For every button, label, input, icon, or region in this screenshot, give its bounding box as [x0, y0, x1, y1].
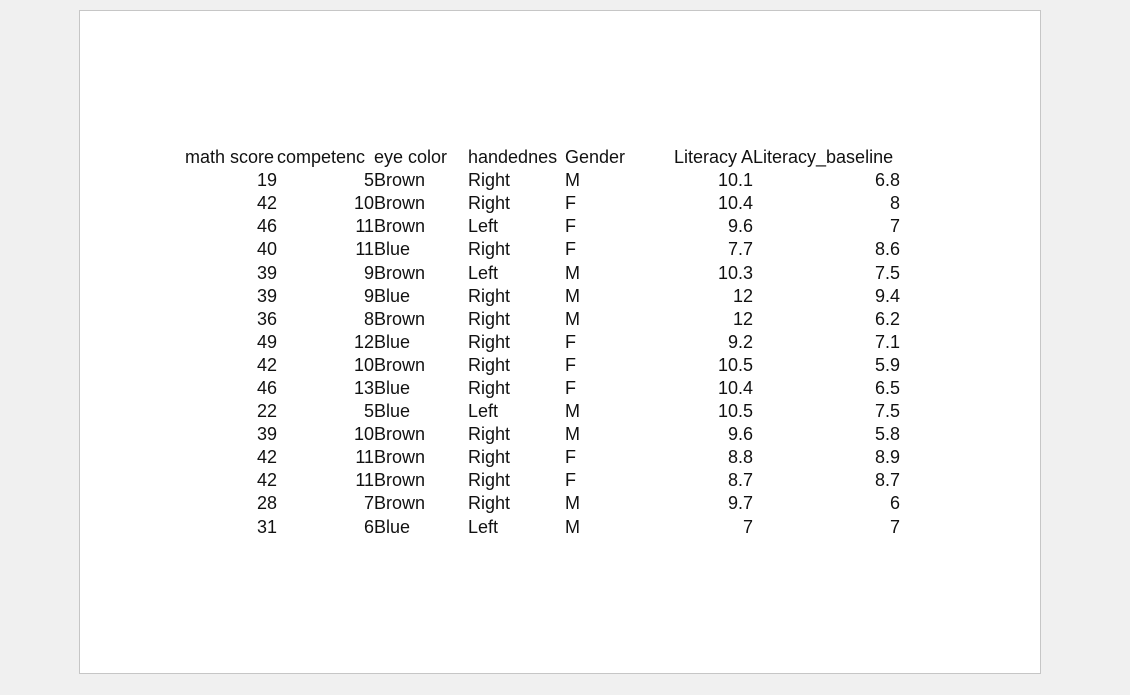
literacy-a-cell: 7 [742, 516, 753, 537]
math-score-cell: 19 [256, 170, 277, 191]
gender-cell: M [565, 285, 580, 306]
eye-color-cell: Blue [374, 516, 411, 537]
competence-cell: 9 [363, 285, 374, 306]
eye-color-cell: Brown [374, 493, 426, 514]
table-row [185, 446, 900, 469]
table-row [185, 215, 900, 238]
handedness-cell: Right [468, 285, 511, 306]
math-score-cell: 42 [256, 470, 277, 491]
math-score-cell: 42 [256, 354, 277, 375]
handedness-cell: Right [468, 424, 511, 445]
math-score-cell: 40 [256, 239, 277, 260]
competence-cell: 12 [353, 331, 374, 352]
table-body [185, 169, 900, 539]
literacy-a-cell: 10.5 [717, 401, 753, 422]
table-row [185, 469, 900, 492]
table-row [185, 516, 900, 539]
gender-cell: M [565, 493, 580, 514]
math-score-cell: 39 [256, 262, 277, 283]
competence-cell: 10 [353, 354, 374, 375]
handedness-cell: Left [468, 262, 499, 283]
literacy-baseline-cell: 7 [889, 516, 900, 537]
header-handedness: handednes [468, 147, 558, 168]
handedness-cell: Right [468, 447, 511, 468]
table-row [185, 400, 900, 423]
competence-cell: 10 [353, 424, 374, 445]
literacy-a-cell: 10.1 [717, 170, 753, 191]
competence-cell: 13 [353, 377, 374, 398]
table-row [185, 285, 900, 308]
competence-cell: 9 [363, 262, 374, 283]
competence-cell: 10 [353, 193, 374, 214]
handedness-cell: Right [468, 354, 511, 375]
eye-color-cell: Brown [374, 308, 426, 329]
gender-cell: F [565, 377, 576, 398]
competence-cell: 11 [355, 239, 374, 260]
literacy-baseline-cell: 6 [889, 493, 900, 514]
math-score-cell: 39 [256, 285, 277, 306]
literacy-a-cell: 10.4 [717, 377, 753, 398]
literacy-baseline-cell: 7.5 [874, 262, 900, 283]
literacy-baseline-cell: 8.7 [874, 470, 900, 491]
gender-cell: M [565, 516, 580, 537]
eye-color-cell: Brown [374, 470, 426, 491]
header-row [185, 146, 900, 169]
literacy-baseline-cell: 5.9 [874, 354, 900, 375]
literacy-a-cell: 12 [732, 308, 753, 329]
math-score-cell: 42 [256, 193, 277, 214]
literacy-a-cell: 12 [732, 285, 753, 306]
eye-color-cell: Blue [374, 401, 411, 422]
math-score-cell: 31 [256, 516, 277, 537]
eye-color-cell: Brown [374, 170, 426, 191]
header-eye-color: eye color [374, 147, 448, 168]
eye-color-cell: Blue [374, 331, 411, 352]
table-row [185, 377, 900, 400]
literacy-baseline-cell: 8.6 [874, 239, 900, 260]
literacy-baseline-cell: 9.4 [874, 285, 900, 306]
literacy-baseline-cell: 5.8 [874, 424, 900, 445]
handedness-cell: Right [468, 377, 511, 398]
table-row [185, 192, 900, 215]
table-row [185, 308, 900, 331]
math-score-cell: 36 [256, 308, 277, 329]
gender-cell: F [565, 470, 576, 491]
competence-cell: 6 [363, 516, 374, 537]
handedness-cell: Right [468, 239, 511, 260]
competence-cell: 5 [363, 170, 374, 191]
literacy-a-cell: 9.6 [727, 216, 753, 237]
math-score-cell: 46 [256, 216, 277, 237]
gender-cell: F [565, 193, 576, 214]
gender-cell: M [565, 262, 580, 283]
data-sheet [185, 146, 900, 539]
handedness-cell: Left [468, 401, 499, 422]
handedness-cell: Left [468, 516, 499, 537]
gender-cell: F [565, 216, 576, 237]
competence-cell: 11 [355, 447, 374, 468]
handedness-cell: Left [468, 216, 499, 237]
header-literacy-baseline: Literacy_baseline [753, 147, 894, 168]
header-gender: Gender [565, 147, 626, 168]
literacy-baseline-cell: 8.9 [874, 447, 900, 468]
gender-cell: M [565, 170, 580, 191]
table-row [185, 261, 900, 284]
table-row [185, 169, 900, 192]
handedness-cell: Right [468, 470, 511, 491]
gender-cell: M [565, 401, 580, 422]
competence-cell: 7 [363, 493, 374, 514]
gender-cell: F [565, 354, 576, 375]
literacy-baseline-cell: 6.2 [874, 308, 900, 329]
eye-color-cell: Blue [374, 377, 411, 398]
gender-cell: M [565, 308, 580, 329]
literacy-baseline-cell: 8 [889, 193, 900, 214]
math-score-cell: 46 [256, 377, 277, 398]
data-table [185, 146, 900, 539]
math-score-cell: 42 [256, 447, 277, 468]
gender-cell: F [565, 447, 576, 468]
header-math-score: math score [185, 147, 275, 168]
literacy-baseline-cell: 6.8 [874, 170, 900, 191]
math-score-cell: 49 [256, 331, 277, 352]
literacy-a-cell: 9.2 [727, 331, 753, 352]
gender-cell: F [565, 239, 576, 260]
literacy-a-cell: 10.5 [717, 354, 753, 375]
table-row [185, 423, 900, 446]
handedness-cell: Right [468, 331, 511, 352]
literacy-a-cell: 9.6 [727, 424, 753, 445]
table-row [185, 354, 900, 377]
gender-cell: F [565, 331, 576, 352]
eye-color-cell: Blue [374, 239, 411, 260]
literacy-baseline-cell: 6.5 [874, 377, 900, 398]
table-row [185, 492, 900, 515]
handedness-cell: Right [468, 308, 511, 329]
gender-cell: M [565, 424, 580, 445]
math-score-cell: 28 [256, 493, 277, 514]
print-preview-page [79, 10, 1041, 674]
eye-color-cell: Brown [374, 216, 426, 237]
literacy-a-cell: 10.3 [717, 262, 753, 283]
competence-cell: 11 [355, 216, 374, 237]
handedness-cell: Right [468, 170, 511, 191]
math-score-cell: 39 [256, 424, 277, 445]
eye-color-cell: Brown [374, 447, 426, 468]
literacy-a-cell: 7.7 [727, 239, 753, 260]
literacy-a-cell: 9.7 [727, 493, 753, 514]
table-row [185, 331, 900, 354]
literacy-a-cell: 8.8 [727, 447, 753, 468]
eye-color-cell: Brown [374, 193, 426, 214]
header-competence: competenc [277, 147, 366, 168]
literacy-a-cell: 8.7 [727, 470, 753, 491]
competence-cell: 8 [363, 308, 374, 329]
handedness-cell: Right [468, 193, 511, 214]
literacy-a-cell: 10.4 [717, 193, 753, 214]
literacy-baseline-cell: 7.1 [874, 331, 900, 352]
table-row [185, 238, 900, 261]
eye-color-cell: Brown [374, 262, 426, 283]
literacy-baseline-cell: 7.5 [874, 401, 900, 422]
header-literacy-a: Literacy A [673, 147, 753, 168]
competence-cell: 11 [355, 470, 374, 491]
math-score-cell: 22 [256, 401, 277, 422]
eye-color-cell: Brown [374, 354, 426, 375]
eye-color-cell: Blue [374, 285, 411, 306]
eye-color-cell: Brown [374, 424, 426, 445]
literacy-baseline-cell: 7 [889, 216, 900, 237]
handedness-cell: Right [468, 493, 511, 514]
competence-cell: 5 [363, 401, 374, 422]
